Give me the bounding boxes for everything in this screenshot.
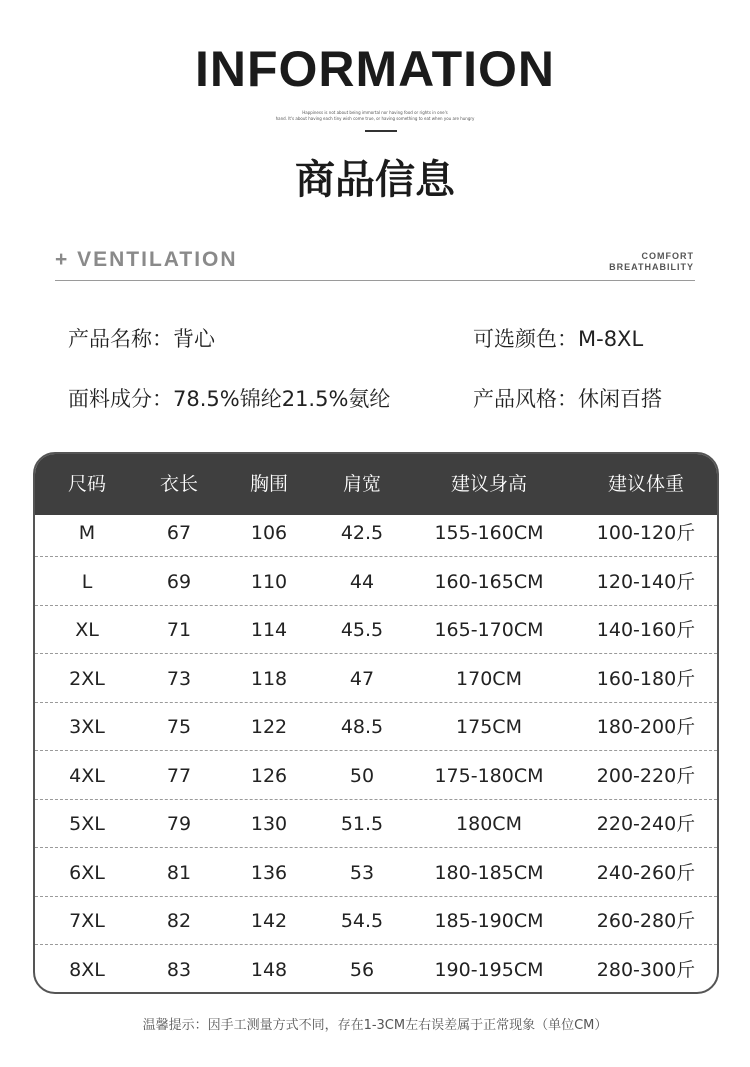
product-name-info — [68, 323, 215, 353]
cell-chest: 122 — [250, 716, 288, 738]
cell-height: 175-180CM — [434, 764, 544, 787]
measurement-note: 温馨提示：因手工测量方式不同，存在1-3CM左右误差属于正常现象（单位CM） — [142, 1018, 608, 1033]
cell-length: 75 — [166, 716, 192, 738]
cell-size: 5XL — [69, 813, 105, 835]
size-table-header — [35, 454, 717, 515]
cell-weight: 200-220斤 — [596, 764, 696, 787]
style-info — [473, 383, 662, 413]
cell-shoulder: 53 — [349, 861, 375, 884]
cell-height: 155-160CM — [434, 522, 544, 544]
cell-shoulder: 50 — [349, 764, 375, 787]
cell-shoulder: 44 — [349, 570, 375, 593]
cell-length: 71 — [166, 619, 192, 641]
cell-size: M — [78, 522, 96, 544]
cell-length: 67 — [166, 522, 192, 544]
comfort-text: COMFORT — [641, 251, 694, 261]
cell-height: 185-190CM — [434, 910, 544, 932]
cell-length: 79 — [166, 813, 192, 835]
cell-weight: 120-140斤 — [596, 570, 696, 593]
cell-size: L — [81, 570, 93, 593]
header-shoulder: 肩宽 — [342, 473, 381, 495]
cell-weight: 100-120斤 — [596, 522, 696, 544]
cell-shoulder: 42.5 — [340, 522, 384, 544]
table-row — [35, 558, 717, 606]
table-row — [35, 897, 717, 945]
cell-chest: 126 — [250, 764, 288, 787]
color-options-info — [473, 323, 643, 353]
product-name-label: 产品名称： — [68, 327, 173, 351]
cell-chest: 130 — [250, 813, 288, 835]
cell-size: 3XL — [69, 716, 105, 738]
cell-weight: 280-300斤 — [596, 958, 696, 981]
cell-height: 190-195CM — [434, 958, 544, 981]
cell-weight: 160-180斤 — [596, 667, 696, 690]
comfort-breathability-label — [609, 251, 694, 273]
cell-chest: 148 — [250, 958, 288, 981]
cell-weight: 240-260斤 — [596, 861, 696, 884]
cell-shoulder: 47 — [349, 667, 375, 690]
cell-length: 77 — [166, 764, 192, 787]
style-value: 休闲百搭 — [578, 387, 662, 411]
cell-length: 69 — [166, 570, 192, 593]
size-table — [33, 452, 719, 994]
cell-shoulder: 54.5 — [340, 910, 384, 932]
cell-chest: 114 — [250, 619, 288, 641]
color-options-label: 可选颜色： — [473, 327, 578, 351]
cell-size: 4XL — [69, 764, 105, 787]
header-chest: 胸围 — [249, 473, 288, 495]
table-row — [35, 849, 717, 897]
cell-height: 180CM — [456, 813, 522, 835]
table-row — [35, 655, 717, 703]
cell-shoulder: 45.5 — [340, 619, 384, 641]
cell-chest: 118 — [250, 667, 288, 690]
section-subtitle: 商品信息 — [295, 157, 455, 203]
cell-size: 6XL — [69, 861, 105, 884]
cell-length: 83 — [166, 958, 192, 981]
fabric-label: 面料成分： — [68, 387, 173, 411]
banner-divider — [55, 280, 695, 281]
cell-shoulder: 51.5 — [340, 813, 384, 835]
fabric-info — [68, 383, 390, 413]
cell-weight: 260-280斤 — [596, 910, 696, 932]
breathability-text: BREATHABILITY — [609, 262, 694, 272]
cell-chest: 136 — [250, 861, 288, 884]
header-weight: 建议体重 — [607, 473, 684, 495]
cell-weight: 220-240斤 — [596, 813, 696, 835]
style-label: 产品风格： — [473, 387, 578, 411]
cell-chest: 110 — [250, 570, 288, 593]
cell-length: 82 — [166, 910, 192, 932]
cell-length: 73 — [166, 667, 192, 690]
cell-height: 170CM — [456, 667, 522, 690]
cell-height: 160-165CM — [434, 570, 544, 593]
table-row — [35, 800, 717, 848]
table-row — [35, 752, 717, 800]
cell-weight: 180-200斤 — [596, 716, 696, 738]
cell-height: 175CM — [456, 716, 522, 738]
cell-shoulder: 48.5 — [340, 716, 384, 738]
cell-shoulder: 56 — [349, 958, 375, 981]
table-row — [35, 946, 717, 994]
product-name-value: 背心 — [173, 327, 215, 351]
color-options-value: M-8XL — [578, 327, 644, 351]
cell-size: XL — [75, 619, 99, 641]
tagline-line-2: hand. It's about having each tiny wish come true, or having something to eat when you are hungry — [275, 116, 475, 121]
cell-length: 81 — [166, 861, 192, 884]
fabric-value: 78.5%锦纶21.5%氨纶 — [173, 387, 391, 411]
cell-size: 7XL — [69, 910, 105, 932]
divider-dash — [365, 130, 397, 132]
cell-size: 8XL — [69, 958, 105, 981]
table-row — [35, 509, 717, 557]
cell-height: 180-185CM — [434, 861, 544, 884]
table-row — [35, 703, 717, 751]
page-title: INFORMATION — [194, 41, 556, 97]
tagline-line-1: Happiness is not about being immortal nor having food or rights in one's — [302, 110, 448, 115]
cell-height: 165-170CM — [434, 619, 544, 641]
cell-size: 2XL — [69, 667, 105, 690]
header-height: 建议身高 — [450, 473, 527, 495]
ventilation-label: + VENTILATION — [55, 248, 238, 271]
cell-chest: 106 — [250, 522, 288, 544]
table-row — [35, 606, 717, 654]
header-length: 衣长 — [159, 473, 198, 495]
cell-weight: 140-160斤 — [596, 619, 696, 641]
cell-chest: 142 — [250, 910, 288, 932]
header-size: 尺码 — [67, 473, 106, 495]
